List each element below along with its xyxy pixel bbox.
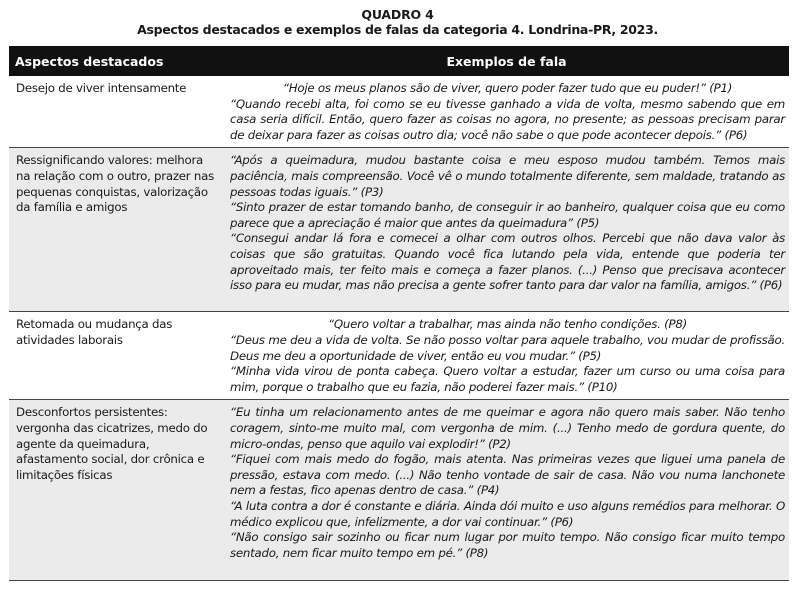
quotes-table (9, 46, 789, 581)
quote: “Quando recebi alta, foi como se eu tivesse ganhado a vida de volta, mesmo sabendo que em casa seria difícil. Então, quero fazer as coisas no agora, no presente; as pessoas precisam parar de deixar para fazer as coisas outro dia; você não sabe o que pode acontecer depois.” (P6) (230, 96, 785, 142)
aspect-cell: Desconfortos persistentes: vergonha das cicatrizes, medo do agente da queimadura, afastamento social, dor crônica e limitações físicas (9, 400, 224, 581)
quote: “Quero voltar a trabalhar, mas ainda não tenho condições. (P8) (328, 317, 687, 332)
examples-cell (224, 76, 789, 148)
quote: “Deus me deu a vida de volta. Se não posso voltar para aquele trabalho, vou mudar de profissão. Deus me deu a oportunidade de viver, então eu vou mudar.” (P5) (230, 332, 785, 363)
quote: “Hoje os meus planos são de viver, quero poder fazer tudo que eu puder!” (P1) (282, 81, 733, 95)
examples-cell (224, 148, 789, 312)
table-row (9, 312, 789, 400)
quote: “Após a queimadura, mudou bastante coisa e meu esposo mudou também. Temos mais paciência, mais compreensão. Você vê o mundo totalmente diferente, sem maldade, tratando as pessoas todas iguais.” (P3) (230, 153, 785, 199)
table-row (9, 148, 789, 312)
table-label: QUADRO 4 (361, 7, 434, 22)
table-header-row (9, 46, 789, 76)
table-row (9, 76, 789, 148)
quote: “Não consigo sair sozinho ou ficar num lugar por muito tempo. Não consigo ficar muito tempo sentado, nem ficar muito tempo em pé.” (P8) (230, 530, 785, 560)
header-aspects: Aspectos destacados (15, 53, 164, 69)
table-row (9, 400, 789, 581)
table-title: Aspectos destacados e exemplos de falas da categoria 4. Londrina-PR, 2023. (137, 22, 658, 37)
aspect-cell: Desejo de viver intensamente (9, 76, 224, 148)
examples-cell (224, 312, 789, 400)
quote: “Sinto prazer de estar tomando banho, de conseguir ir ao banheiro, qualquer coisa que eu como parece que a apreciação é maior que antes da queimadura” (P5) (230, 200, 785, 230)
examples-cell (224, 400, 789, 581)
header-examples: Exemplos de fala (446, 53, 567, 69)
quote: “Consegui andar lá fora e comecei a olhar com outros olhos. Percebi que não dava valor às coisas que são gratuitas. Quando você fica lutando pela vida, entende que poderia ter aproveitado mais, ter feito mais e começa a fazer planos. (...) Penso que precisava acontecer isso para eu mudar, mas não precisa a gente sofrer tanto para dar valor na família, amigos.” (P6) (230, 231, 785, 293)
quote: “Fiquei com mais medo do fogão, mais atenta. Nas primeiras vezes que liguei uma panela de pressão, estava com medo. (...) Não tenho vontade de sair de casa. Não vou numa lanchonete nem a festas, fico apenas dentro de casa.” (P4) (230, 452, 785, 498)
quote: “A luta contra a dor é constante e diária. Ainda dói muito e uso alguns remédios para melhorar. O médico explicou que, infelizmente, a dor vai continuar.” (P6) (230, 498, 785, 529)
aspect-cell: Ressignificando valores: melhora na relação com o outro, prazer nas pequenas conquistas, valorização da família e amigos (9, 148, 224, 312)
quote: “Eu tinha um relacionamento antes de me queimar e agora não quero mais saber. Não tenho coragem, sinto-me muito mal, com vergonha de mim. (...) Tenho medo de gordura quente, do micro-ondas, penso que aquilo vai explodir!” (P2) (230, 405, 785, 451)
aspect-cell: Retomada ou mudança das atividades laborais (9, 312, 224, 400)
quote: “Minha vida virou de ponta cabeça. Quero voltar a estudar, fazer um curso ou uma coisa para mim, porque o trabalho que eu fazia, não poderei fazer mais.” (P10) (230, 364, 785, 394)
